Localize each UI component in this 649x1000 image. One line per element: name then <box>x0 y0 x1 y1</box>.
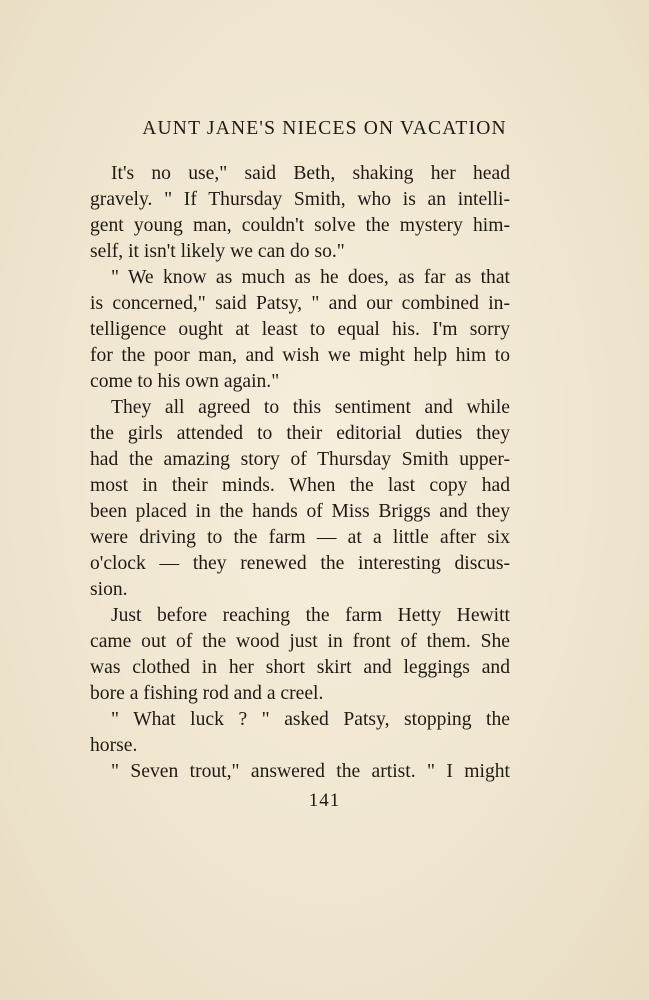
paragraph <box>90 759 510 785</box>
text-line: came out of the wood just in front of them. She <box>90 631 510 652</box>
text-line: were driving to the farm — at a little after six <box>90 527 510 548</box>
text-line: gravely. " If Thursday Smith, who is an intelli- <box>90 189 510 210</box>
text-line: bore a fishing rod and a creel. <box>90 683 324 704</box>
paragraph <box>90 395 510 603</box>
text-line: telligence ought at least to equal his. I'm sorry <box>90 319 510 340</box>
paragraph <box>90 707 510 759</box>
paragraph <box>90 603 510 707</box>
paragraph <box>90 161 510 265</box>
text-line: sion. <box>90 579 128 600</box>
text-line: is concerned," said Patsy, " and our combined in- <box>90 293 510 314</box>
text-line: They all agreed to this sentiment and while <box>111 397 510 418</box>
text-line: come to his own again." <box>90 371 280 392</box>
text-line: self, it isn't likely we can do so." <box>90 241 345 262</box>
text-line: " Seven trout," answered the artist. " I might <box>111 761 510 782</box>
text-line: o'clock — they renewed the interesting discus- <box>90 553 510 574</box>
text-line: horse. <box>90 735 138 756</box>
text-line: Just before reaching the farm Hetty Hewitt <box>111 605 510 626</box>
text-line: It's no use," said Beth, shaking her head <box>111 163 510 184</box>
text-line: " We know as much as he does, as far as that <box>111 267 510 288</box>
text-line: for the poor man, and wish we might help him to <box>90 345 510 366</box>
text-line: was clothed in her short skirt and leggings and <box>90 657 510 678</box>
text-line: the girls attended to their editorial duties they <box>90 423 510 444</box>
text-line: had the amazing story of Thursday Smith upper- <box>90 449 510 470</box>
text-line: most in their minds. When the last copy had <box>90 475 510 496</box>
text-line: been placed in the hands of Miss Briggs and they <box>90 501 510 522</box>
paragraph <box>90 265 510 395</box>
page-number: 141 <box>308 790 341 811</box>
running-head: AUNT JANE'S NIECES ON VACATION <box>142 118 507 139</box>
text-line: gent young man, couldn't solve the mystery him- <box>90 215 510 236</box>
text-line: " What luck ? " asked Patsy, stopping the <box>111 709 510 730</box>
body-text <box>90 161 510 785</box>
